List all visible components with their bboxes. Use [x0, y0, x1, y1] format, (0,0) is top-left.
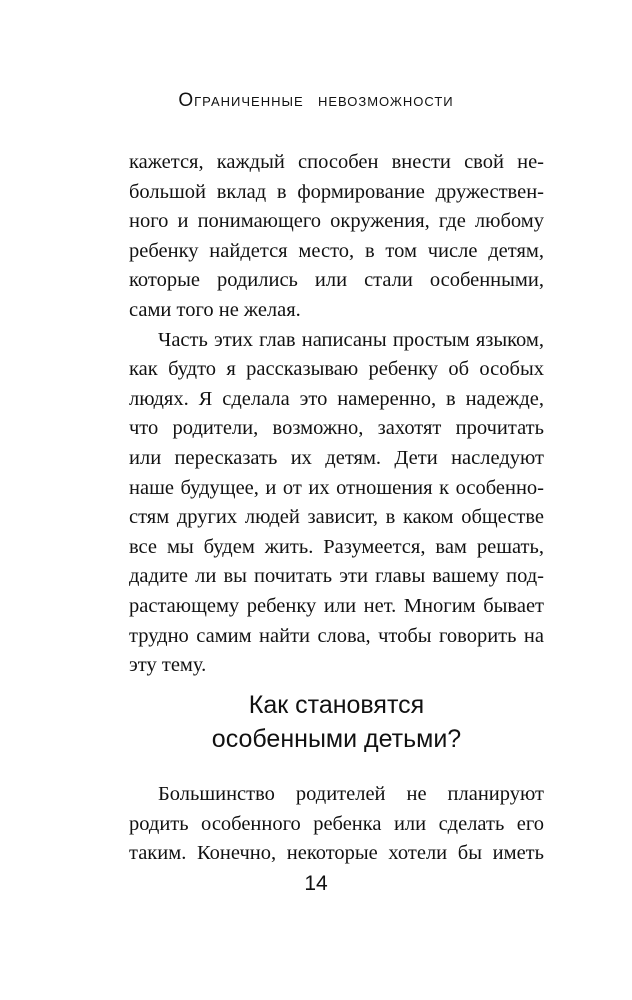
- text-line: что родители, возможно, захотят прочитать: [129, 417, 544, 440]
- text-line: таким. Конечно, некоторые хотели бы иметь: [129, 842, 544, 865]
- text-line: Часть этих глав написаны простым языком,: [158, 328, 544, 351]
- text-line: родить особенного ребенка или сделать его: [129, 812, 544, 835]
- page-number: 14: [304, 872, 328, 895]
- text-line: ного и понимающего окружения, где любому: [129, 210, 544, 233]
- heading-line: Как становятся: [248, 691, 425, 719]
- text-line: как будто я рассказываю ребенку об особых: [129, 358, 544, 381]
- text-line: все мы будем жить. Разумеется, вам решать,: [129, 535, 544, 558]
- text-line: большой вклад в формирование дружествен-: [129, 180, 544, 203]
- running-head: Ограниченные невозможности: [178, 90, 454, 111]
- text-line: растающему ребенку или нет. Многим бывает: [129, 594, 544, 617]
- text-line: стям других людей зависит, в каком обществе: [129, 506, 544, 529]
- text-line: Большинство родителей не планируют: [158, 783, 544, 805]
- text-line: которые родились или стали особенными,: [129, 269, 544, 292]
- text-line: или пересказать их детям. Дети наследуют: [129, 446, 544, 469]
- text-line: сами того не желая.: [129, 298, 301, 321]
- text-line: кажется, каждый способен внести свой не-: [129, 151, 544, 173]
- text-line: людях. Я сделала это намеренно, в надежде,: [129, 387, 544, 410]
- body-text-upper: [129, 148, 544, 681]
- text-line: эту тему.: [129, 654, 207, 677]
- text-line: наше будущее, и от их отношения к особенно-: [129, 476, 544, 499]
- heading-line: особенными детьми?: [211, 725, 462, 753]
- text-line: дадите ли вы почитать эти главы вашему под-: [129, 565, 544, 588]
- body-text-lower: [129, 780, 544, 869]
- text-line: трудно самим найти слова, чтобы говорить на: [129, 624, 544, 647]
- text-line: ребенку найдется место, в том числе детям,: [129, 239, 544, 262]
- section-heading: [129, 688, 544, 756]
